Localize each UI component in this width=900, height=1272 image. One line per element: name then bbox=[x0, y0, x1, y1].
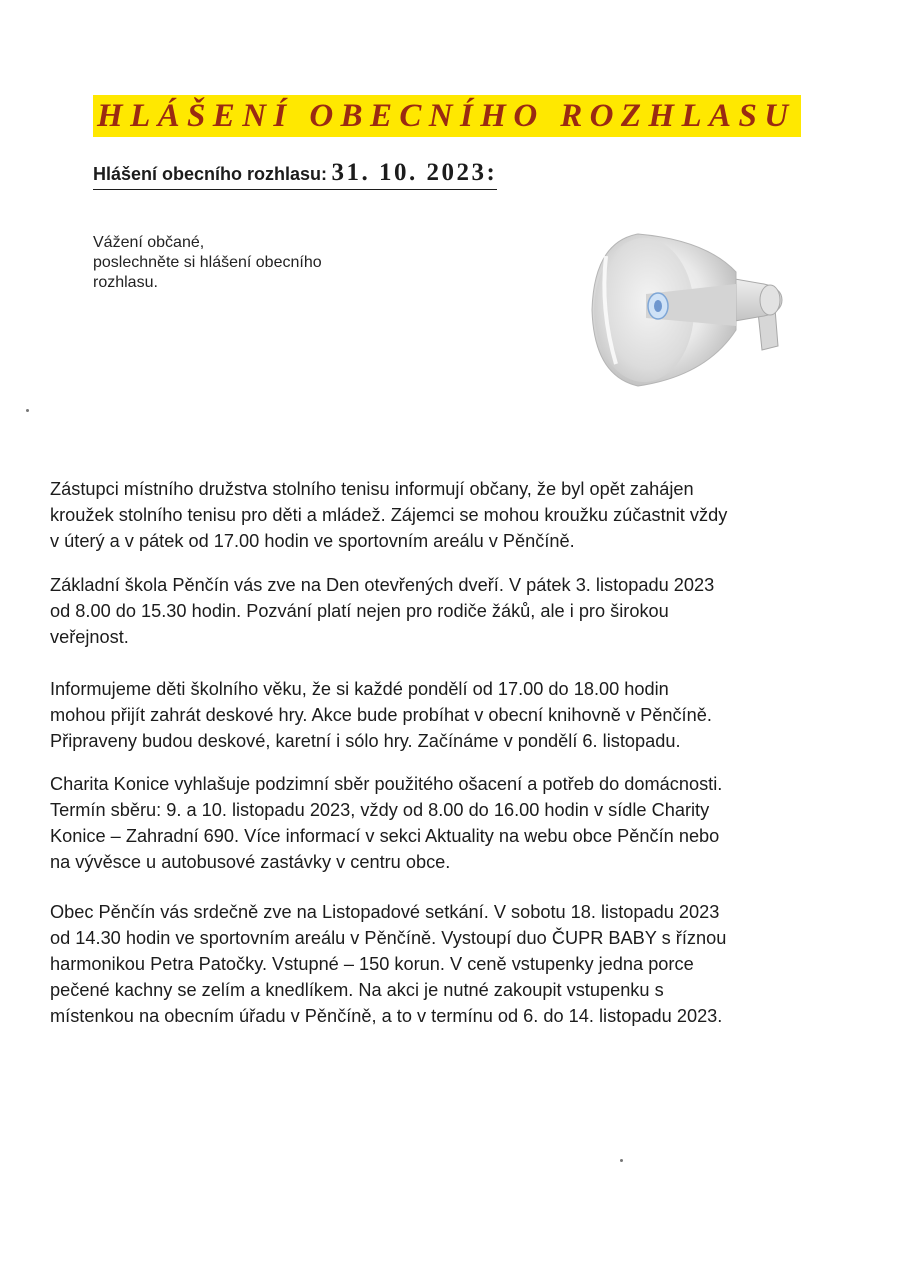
announcement-line: od 8.00 do 15.30 hodin. Pozvání platí nejen pro rodiče žáků, ale i pro širokou bbox=[50, 601, 669, 621]
greeting bbox=[93, 233, 322, 293]
announcement-paragraph bbox=[50, 899, 860, 1029]
announcement-paragraph bbox=[50, 476, 860, 554]
subtitle-label: Hlášení obecního rozhlasu: bbox=[93, 164, 328, 184]
announcement-line: kroužek stolního tenisu pro děti a mládež. Zájemci se mohou kroužku zúčastnit vždy bbox=[50, 505, 728, 525]
announcement-line: místenkou na obecním úřadu v Pěnčíně, a to v termínu od 6. do 14. listopadu 2023. bbox=[50, 1006, 723, 1026]
announcement-line: Konice – Zahradní 690. Více informací v sekci Aktuality na webu obce Pěnčín nebo bbox=[50, 826, 720, 846]
announcement-line: v úterý a v pátek od 17.00 hodin ve sportovním areálu v Pěnčíně. bbox=[50, 531, 575, 551]
announcement-line: Zástupci místního družstva stolního tenisu informují občany, že byl opět zahájen bbox=[50, 479, 694, 499]
announcement-paragraph bbox=[50, 572, 860, 650]
announcement-line: Základní škola Pěnčín vás zve na Den otevřených dveří. V pátek 3. listopadu 2023 bbox=[50, 575, 715, 595]
announcement-line: na vývěsce u autobusové zastávky v centru obce. bbox=[50, 852, 451, 872]
announcement-line: harmonikou Petra Patočky. Vstupné – 150 korun. V ceně vstupenky jedna porce bbox=[50, 954, 694, 974]
announcement-line: Charita Konice vyhlašuje podzimní sběr použitého ošacení a potřeb do domácnosti. bbox=[50, 774, 723, 794]
announcement-line: pečené kachny se zelím a knedlíkem. Na akci je nutné zakoupit vstupenku s bbox=[50, 980, 664, 1000]
title-banner bbox=[93, 95, 801, 137]
megaphone-icon bbox=[586, 226, 796, 396]
announcement-line: Informujeme děti školního věku, že si každé pondělí od 17.00 do 18.00 hodin bbox=[50, 679, 669, 699]
announcement-line: Obec Pěnčín vás srdečně zve na Listopadové setkání. V sobotu 18. listopadu 2023 bbox=[50, 902, 720, 922]
greeting-line: Vážení občané, bbox=[93, 234, 205, 251]
announcement-line: od 14.30 hodin ve sportovním areálu v Pěnčíně. Vystoupí duo ČUPR BABY s říznou bbox=[50, 928, 727, 948]
page-title: HLÁŠENÍ OBECNÍHO ROZHLASU bbox=[97, 98, 796, 134]
announcement-line: Připraveny budou deskové, karetní i sólo hry. Začínáme v pondělí 6. listopadu. bbox=[50, 731, 681, 751]
announcement-line: Termín sběru: 9. a 10. listopadu 2023, vždy od 8.00 do 16.00 hodin v sídle Charity bbox=[50, 800, 710, 820]
scan-speck bbox=[26, 409, 29, 412]
greeting-line: poslechněte si hlášení obecního bbox=[93, 254, 322, 271]
greeting-line: rozhlasu. bbox=[93, 274, 158, 291]
subtitle-date: 31. 10. 2023: bbox=[331, 159, 498, 186]
announcement-line: veřejnost. bbox=[50, 627, 129, 647]
announcement-paragraph bbox=[50, 771, 860, 875]
scan-speck bbox=[620, 1159, 623, 1162]
announcement-line: mohou přijít zahrát deskové hry. Akce bude probíhat v obecní knihovně v Pěnčíně. bbox=[50, 705, 712, 725]
announcement-paragraph bbox=[50, 676, 860, 754]
announcement-date-heading bbox=[93, 160, 497, 190]
